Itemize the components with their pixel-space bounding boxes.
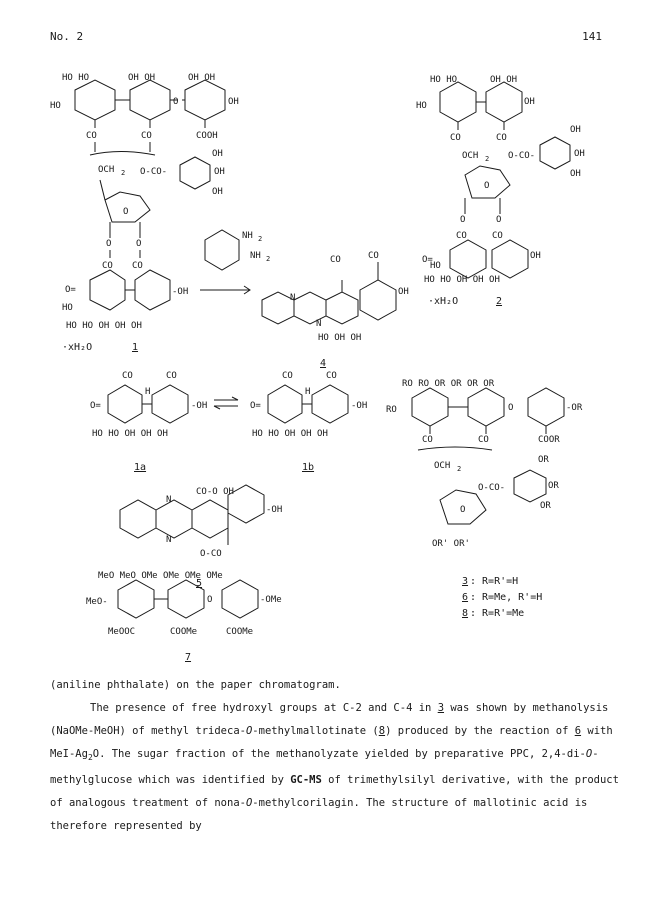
compound-2-label: 2 (496, 296, 503, 307)
svg-text:OH OH: OH OH (188, 73, 216, 83)
svg-text:OH OH: OH OH (128, 73, 156, 83)
svg-text:CO-O OH: CO-O OH (196, 487, 234, 497)
svg-text:N: N (316, 319, 322, 329)
svg-text:O-CO-: O-CO- (140, 167, 168, 177)
svg-text:2: 2 (121, 169, 126, 177)
svg-text:CO: CO (141, 131, 152, 141)
svg-text:OH: OH (212, 187, 223, 197)
svg-text:OH: OH (570, 169, 581, 179)
compound-1-structure (50, 73, 239, 353)
svg-text:CO: CO (132, 261, 143, 271)
legend-6-num: 6 (462, 592, 469, 603)
svg-text:O=: O= (250, 401, 261, 411)
svg-text:OCH: OCH (462, 151, 479, 161)
svg-text:OCH: OCH (98, 165, 115, 175)
svg-text:CO: CO (478, 435, 489, 445)
svg-text:CO: CO (166, 371, 177, 381)
svg-text:H: H (145, 387, 151, 397)
ref-compound-8: 8 (378, 725, 386, 737)
svg-text:HO: HO (50, 101, 61, 111)
svg-text:COOMe: COOMe (170, 627, 198, 637)
svg-text:CO: CO (450, 133, 461, 143)
svg-text:OH: OH (530, 251, 541, 261)
svg-text:OR: OR (548, 481, 559, 491)
svg-text:OH: OH (570, 125, 581, 135)
svg-text:HO HO OH OH OH: HO HO OH OH OH (252, 429, 328, 439)
svg-text:NH: NH (250, 251, 261, 261)
svg-text:O-CO: O-CO (200, 549, 222, 559)
svg-text:HO HO OH OH OH: HO HO OH OH OH (92, 429, 168, 439)
svg-text:CO: CO (456, 231, 467, 241)
svg-text:OH: OH (228, 97, 239, 107)
paragraph-main: The presence of free hydroxyl groups at C-2 and C-4 in 3 was shown by methanolysis (NaOMe-MeOH) of methyl trideca-O-methylmallotinate (8) produced by the reaction of 6 with MeI-$Ag_2O$. The sugar fraction of the methanolyzate yielded by preparative PPC, 2,4-di-O-methylglucose which was identified by GC-MS of trimethylsilyl derivative, with the product of analogous treatment of nona-O-methylcorilagin. The structure of mallotinic acid is therefore represented by (50, 702, 619, 833)
svg-text:O-CO-: O-CO- (508, 151, 536, 161)
svg-text:O: O (106, 239, 112, 249)
svg-text:N: N (166, 535, 172, 545)
svg-text:RO: RO (386, 405, 397, 415)
svg-text:OR: OR (538, 455, 549, 465)
svg-text:O: O (484, 181, 490, 191)
svg-text:CO: CO (368, 251, 379, 261)
svg-text:CO: CO (122, 371, 133, 381)
svg-text:O: O (123, 207, 129, 217)
svg-text:OR: OR (540, 501, 551, 511)
svg-text:HO HO OH OH OH: HO HO OH OH OH (424, 275, 500, 285)
svg-text:OH: OH (212, 149, 223, 159)
reaction-arrow-1-to-4 (200, 230, 270, 294)
svg-text:O=: O= (422, 255, 433, 265)
legend-6-def: : R=Me, R'=H (470, 592, 543, 603)
svg-text:HO: HO (430, 261, 441, 271)
svg-text:O: O (460, 215, 466, 225)
svg-text:O-CO-: O-CO- (478, 483, 506, 493)
svg-text:-OH: -OH (172, 287, 189, 297)
svg-text:CO: CO (282, 371, 293, 381)
svg-text:-OH: -OH (266, 505, 283, 515)
svg-text:COOMe: COOMe (226, 627, 254, 637)
legend-8-num: 8 (462, 608, 469, 619)
svg-text:CO: CO (330, 255, 341, 265)
compound-5-label: 5 (196, 578, 203, 589)
svg-text:O: O (207, 595, 213, 605)
svg-text:-OH: -OH (351, 401, 368, 411)
ref-compound-3: 3 (437, 702, 445, 714)
compound-2-structure (416, 75, 585, 307)
svg-text:N: N (166, 495, 172, 505)
legend-8-def: : R=R'=Me (470, 608, 525, 619)
compound-3-structure (386, 379, 583, 619)
svg-text:2: 2 (485, 155, 490, 163)
svg-text:CO: CO (492, 231, 503, 241)
svg-text:O: O (508, 403, 514, 413)
svg-text:-OMe: -OMe (260, 595, 282, 605)
legend-3-num: 3 (462, 576, 469, 587)
svg-text:2: 2 (457, 465, 462, 473)
svg-text:NH: NH (242, 231, 253, 241)
svg-text:HO HO: HO HO (62, 73, 90, 83)
journal-issue: No. 2 (50, 30, 84, 43)
svg-text:MeO MeO OMe OMe OMe OMe: MeO MeO OMe OMe OMe OMe (98, 571, 223, 581)
svg-text:-OH: -OH (191, 401, 208, 411)
svg-text:2: 2 (266, 255, 271, 263)
svg-text:O: O (460, 505, 466, 515)
compound-1b-structure (250, 371, 367, 473)
svg-text:MeO-: MeO- (86, 597, 108, 607)
svg-text:CO: CO (86, 131, 97, 141)
svg-text:HO OH OH: HO OH OH (318, 333, 362, 343)
svg-text:RO RO OR OR OR OR: RO RO OR OR OR OR (402, 379, 495, 389)
svg-text:O=: O= (90, 401, 101, 411)
compound-4-structure (262, 251, 409, 369)
svg-text:OH: OH (214, 167, 225, 177)
svg-text:H: H (305, 387, 311, 397)
ref-compound-6: 6 (574, 725, 582, 737)
svg-text:CO: CO (326, 371, 337, 381)
svg-text:CO: CO (496, 133, 507, 143)
svg-text:COOH: COOH (196, 131, 218, 141)
paragraph-continuation: (aniline phthalate) on the paper chromatogram. (50, 679, 341, 691)
legend-3-def: : R=R'=H (470, 576, 519, 587)
svg-text:N: N (290, 293, 296, 303)
compound-7-structure (86, 571, 282, 663)
compound-2-hydrate: ·xH₂O (428, 296, 459, 307)
svg-text:O: O (496, 215, 502, 225)
svg-text:MeOOC: MeOOC (108, 627, 136, 637)
svg-text:CO: CO (422, 435, 433, 445)
svg-text:2: 2 (258, 235, 263, 243)
svg-text:OH OH: OH OH (490, 75, 518, 85)
svg-text:HO HO OH OH OH: HO HO OH OH OH (66, 321, 142, 331)
equilibrium-arrows (214, 397, 238, 409)
compound-7-label: 7 (185, 652, 192, 663)
compound-4-label: 4 (320, 358, 327, 369)
compound-1a-label: 1a (134, 462, 147, 473)
svg-text:CO: CO (102, 261, 113, 271)
compound-1b-label: 1b (302, 462, 315, 473)
svg-text:HO: HO (62, 303, 73, 313)
svg-text:OH: OH (524, 97, 535, 107)
svg-text:O: O (173, 97, 179, 107)
svg-text:OH: OH (574, 149, 585, 159)
compound-1a-structure (90, 371, 207, 473)
svg-text:OR' OR': OR' OR' (432, 539, 470, 549)
svg-text:-OR: -OR (566, 403, 583, 413)
svg-text:HO HO: HO HO (430, 75, 458, 85)
article-body (50, 674, 630, 838)
svg-text:OCH: OCH (434, 461, 451, 471)
svg-text:O: O (136, 239, 142, 249)
svg-text:COOR: COOR (538, 435, 560, 445)
compound-1-hydrate: ·xH₂O (62, 342, 93, 353)
compound-1-label: 1 (132, 342, 139, 353)
svg-text:HO: HO (416, 101, 427, 111)
svg-text:O=: O= (65, 285, 76, 295)
svg-text:OH: OH (398, 287, 409, 297)
page-number: 141 (582, 30, 602, 43)
